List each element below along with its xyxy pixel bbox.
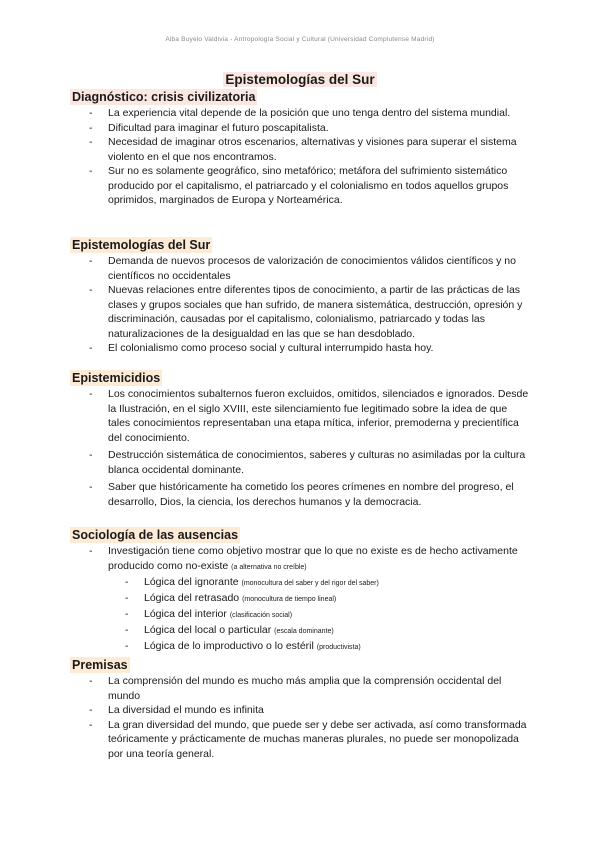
- list-item: - La gran diversidad del mundo, que puede ser y debe ser activada, así como transformada teóricamente y prácticamente de muchas maneras plurales, no puede ser monopolizada por una teoría general.: [71, 718, 531, 762]
- logic-note: (clasificación social): [229, 612, 293, 619]
- logic-note: (monocultura del saber y del rigor del saber): [241, 580, 379, 587]
- sub-list: [108, 575, 531, 655]
- bullet-list: [71, 387, 531, 509]
- sub-list-item: [108, 575, 531, 591]
- logic-label: Lógica de lo improductivo o lo estéril: [144, 640, 314, 652]
- bullet-list: [71, 544, 531, 575]
- sub-list-item: [108, 591, 531, 607]
- section-premisas: [71, 656, 531, 761]
- section-sociologia: [71, 526, 531, 655]
- sub-list-item: [108, 639, 531, 655]
- list-item: - Sur no es solamente geográfico, sino metafórico; metáfora del sufrimiento sistemático producido por el capitalismo, el patriarcado y el colonialismo en todos aquellos grupos oprimidos, marginados de Europa y Norteamérica.: [71, 164, 531, 208]
- list-item: - La experiencia vital depende de la posición que uno tenga dentro del sistema mundial.: [71, 106, 531, 121]
- section-epistemicidios: [71, 369, 531, 509]
- list-item: - Dificultad para imaginar el futuro poscapitalista.: [71, 121, 531, 136]
- section-heading: Sociología de las ausencias: [72, 528, 239, 542]
- list-item: - Necesidad de imaginar otros escenarios, alternativas y visiones para superar el sistema violento en el que nos encontramos.: [71, 135, 531, 164]
- sub-list-item: [108, 607, 531, 623]
- list-item: - Nuevas relaciones entre diferentes tipos de conocimiento, a partir de las prácticas de las clases y grupos sociales que han sufrido, de manera sistemática, destrucción, opresión y discriminación, causadas por el capitalismo, colonialismo, patriarcado y todas las naturalizaciones de la desigualdad en las que se han desdoblado.: [71, 283, 531, 341]
- section-diagnostico: [71, 88, 531, 208]
- intro-text: Investigación tiene como objetivo mostrar que lo que no existe es de hecho activamente producido como no-existe: [108, 545, 518, 572]
- section-heading: Epistemicidios: [72, 371, 161, 385]
- logic-label: Lógica del interior: [144, 608, 227, 620]
- section-heading: Epistemologías del Sur: [72, 238, 211, 252]
- list-item: - La diversidad el mundo es infinita: [71, 703, 531, 718]
- bullet-list: [71, 254, 531, 356]
- logic-note: (monocultura de tiempo lineal): [242, 596, 337, 603]
- intro-note: (a alternativa no creíble): [231, 563, 307, 571]
- bullet-list: [71, 674, 531, 761]
- bullet-list: [71, 106, 531, 208]
- page-header: Alba Buyelo Valdivia - Antropología Social y Cultural (Universidad Complutense Madrid): [165, 36, 435, 43]
- list-item: - Los conocimientos subalternos fueron excluidos, omitidos, silenciados e ignorados. Desde la Ilustración, en el siglo XVIII, este silenciamiento fue legitimado sobre la idea de que tales conocimientos representaban una etapa mítica, inferior, premoderna y precientífica del conocimiento.: [71, 387, 531, 445]
- logic-label: Lógica del local o particular: [144, 624, 272, 636]
- logic-label: Lógica del retrasado: [144, 592, 240, 604]
- logic-note: (escala dominante): [274, 628, 334, 635]
- section-epistemologias: [71, 236, 531, 356]
- section-heading: Premisas: [72, 658, 128, 672]
- list-item: - Destrucción sistemática de conocimientos, saberes y culturas no asimiladas por la cultura blanca occidental dominante.: [71, 448, 531, 477]
- document-title: Epistemologías del Sur: [225, 72, 375, 87]
- list-item: [71, 544, 531, 575]
- list-item: - La comprensión del mundo es mucho más amplia que la comprensión occidental del mundo: [71, 674, 531, 703]
- document-title-wrap: [0, 71, 600, 89]
- list-item: - El colonialismo como proceso social y cultural interrumpido hasta hoy.: [71, 341, 531, 356]
- list-item: - Saber que históricamente ha cometido los peores crímenes en nombre del progreso, el desarrollo, Dios, la ciencia, los derechos humanos y la democracia.: [71, 480, 531, 509]
- sub-list-item: [108, 623, 531, 639]
- logic-note: (productivista): [316, 644, 361, 651]
- logic-label: Lógica del ignorante: [144, 576, 239, 588]
- list-item: - Demanda de nuevos procesos de valorización de conocimientos válidos científicos y no científicos no occidentales: [71, 254, 531, 283]
- section-heading: Diagnóstico: crisis civilizatoria: [72, 90, 256, 104]
